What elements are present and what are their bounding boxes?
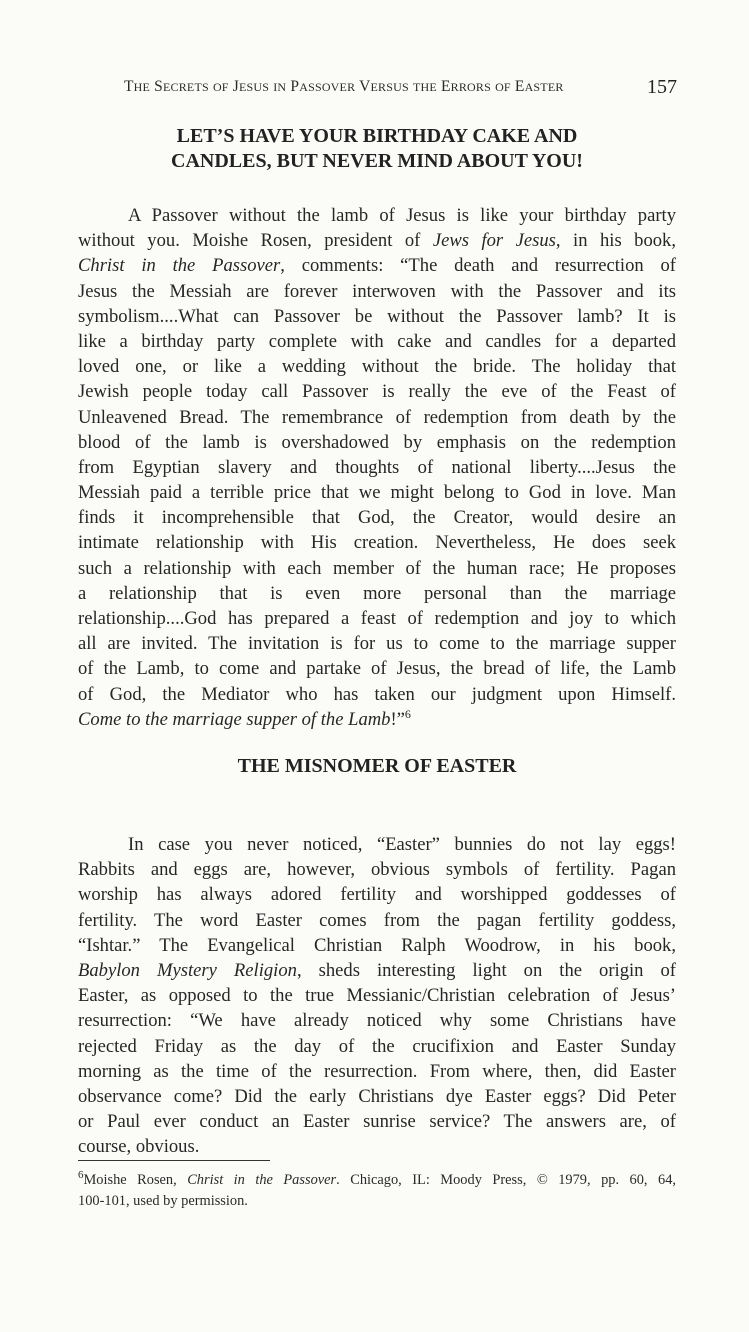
text-line: a relationship that is even more personal than the marriage	[78, 582, 676, 604]
text-line: fertility. The word Easter comes from the pagan fertility goddess,	[78, 909, 676, 931]
heading-line-1: LET’S HAVE YOUR BIRTHDAY CAKE AND	[176, 125, 578, 147]
book-title: Christ in the Passover	[78, 255, 281, 277]
section-heading-easter: THE MISNOMER OF EASTER	[237, 755, 517, 777]
text-line: all are invited. The invitation is for us to come to the marriage supper	[78, 633, 676, 655]
text-line: without you. Moishe Rosen, president of Jews for Jesus, in his book,	[78, 230, 676, 252]
running-head	[124, 78, 680, 96]
text-line: morning as the time of the resurrection. From where, then, did Easter	[78, 1060, 676, 1082]
text-line: observance come? Did the early Christians dye Easter eggs? Did Peter	[78, 1085, 676, 1107]
text-line: In case you never noticed, “Easter” bunnies do not lay eggs!	[128, 834, 676, 855]
organization-name: Jews for Jesus	[432, 230, 556, 252]
text-line: of God, the Mediator who has taken our judgment upon Himself.	[78, 683, 676, 705]
footnote	[78, 1170, 676, 1212]
heading-line-2: CANDLES, BUT NEVER MIND ABOUT YOU!	[171, 150, 583, 172]
text-line: loved one, or like a wedding without the bride. The holiday that	[78, 356, 676, 378]
running-head-title: THE SECRETS OF JESUS IN PASSOVER VERSUS THE ERRORS OF EASTER	[124, 78, 564, 95]
text-line: Jesus the Messiah are forever interwoven with the Passover and its	[78, 280, 676, 302]
text-line: finds it incomprehensible that God, the Creator, would desire an	[78, 507, 676, 529]
quote-italic: Come to the marriage supper of the Lamb	[78, 708, 391, 730]
text-line: relationship....God has prepared a feast of redemption and joy to which	[78, 608, 676, 629]
text-line: A Passover without the lamb of Jesus is like your birthday party	[128, 205, 676, 226]
text-line: of the Lamb, to come and partake of Jesus, the bread of life, the Lamb	[78, 658, 676, 680]
text-line: Unleavened Bread. The remembrance of redemption from death by the	[78, 406, 676, 428]
text-line: blood of the lamb is overshadowed by emphasis on the redemption	[78, 431, 676, 453]
footnote-line: 100-101, used by permission.	[78, 1193, 248, 1209]
text-line: course, obvious.	[78, 1136, 200, 1158]
paragraph-easter	[78, 832, 676, 1159]
text-line: Come to the marriage supper of the Lamb!”$^6$	[78, 706, 411, 730]
text-line: rejected Friday as the day of the crucifixion and Easter Sunday	[78, 1035, 676, 1057]
book-title: Babylon Mystery Religion	[78, 959, 297, 981]
text-line: Jewish people today call Passover is really the eve of the Feast of	[78, 381, 676, 403]
footnote-divider	[78, 1160, 270, 1161]
text-line: resurrection: “We have already noticed why some Christians have	[78, 1010, 676, 1032]
footnote-reference: 6	[404, 706, 411, 721]
footnote-line: $^6$Moishe Rosen, Christ in the Passover. Chicago, IL: Moody Press, © 1979, pp. 60, 64,	[78, 1169, 676, 1188]
text-line: Easter, as opposed to the true Messianic/Christian celebration of Jesus’	[78, 985, 676, 1007]
text-line: or Paul ever conduct an Easter sunrise service? The answers are, of	[78, 1111, 676, 1133]
text-line: like a birthday party complete with cake and candles for a departed	[78, 330, 676, 352]
text-line: intimate relationship with His creation. Nevertheless, He does seek	[78, 532, 676, 554]
footnote-marker: 6	[78, 1169, 84, 1181]
text-line: from Egyptian slavery and thoughts of national liberty....Jesus the	[78, 456, 676, 478]
text-line: symbolism....What can Passover be without the Passover lamb? It is	[78, 305, 676, 327]
text-line: such a relationship with each member of the human race; He proposes	[78, 557, 676, 579]
text-line: Rabbits and eggs are, however, obvious symbols of fertility. Pagan	[78, 859, 676, 881]
text-line: Christ in the Passover, comments: “The death and resurrection of	[78, 255, 676, 277]
text-line: worship has always adored fertility and worshipped goddesses of	[78, 884, 676, 906]
paragraph-passover	[78, 203, 676, 732]
text-line: “Ishtar.” The Evangelical Christian Ralph Woodrow, in his book,	[78, 934, 676, 956]
text-line: Babylon Mystery Religion, sheds interesting light on the origin of	[78, 959, 676, 981]
page-number: 157	[647, 76, 677, 98]
text-line: Messiah paid a terrible price that we might belong to God in love. Man	[78, 482, 676, 504]
section-heading-birthday	[78, 124, 676, 174]
footnote-book-title: Christ in the Passover	[187, 1172, 337, 1188]
